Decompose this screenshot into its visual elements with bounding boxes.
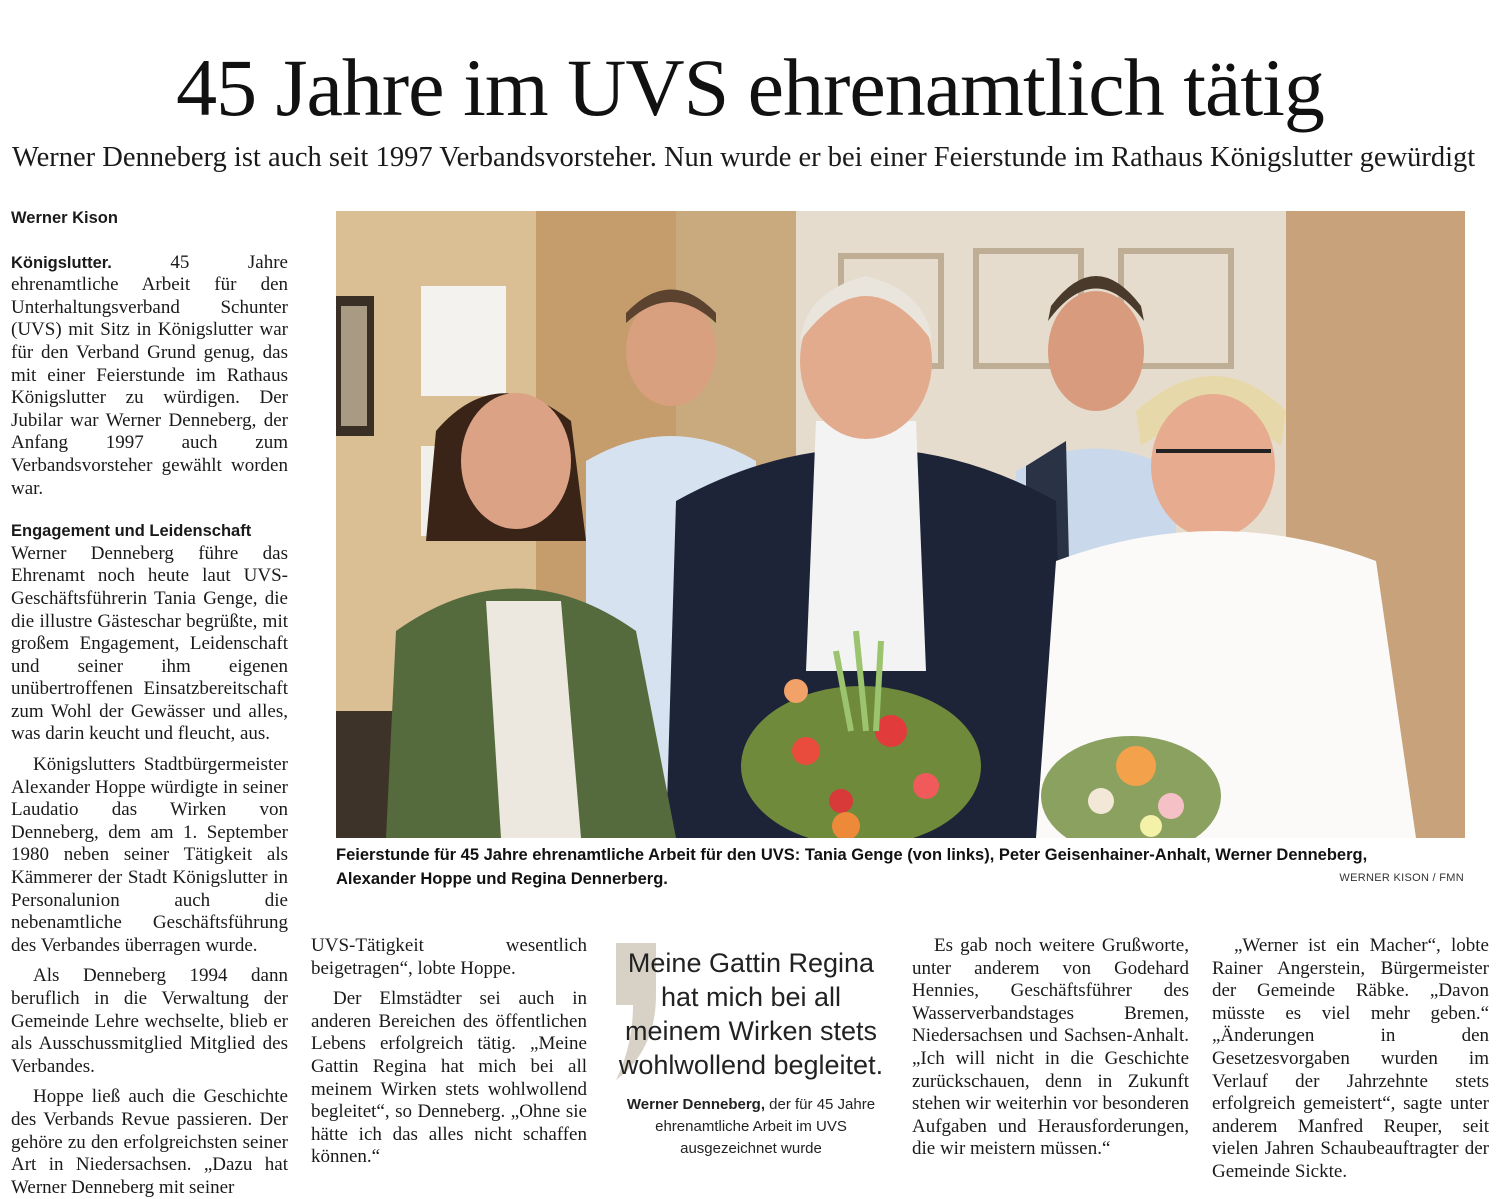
paragraph: „Werner ist ein Macher“, lobte Rainer Angerstein, Bürgermeister der Gemeinde Räbke. „Davon müsste es viel mehr geben.“ „Änderungen in den Gesetzesvorgaben wurden im Verlauf der Jahrzehnte stets erfolgreich gemeistert“, sagte unter anderem Manfred Reuper, seit vielen Jahren Schaubeauftragter der Gemeinde Sickte. [1212,935,1489,1182]
section-subhead: Engagement und Leidenschaft [11,522,252,541]
paragraph: UVS-Tätigkeit wesentlich beigetragen“, lobte Hoppe. [311,935,587,979]
pull-quote: Meine Gattin Regina hat mich bei all meinem Wirken stets wohlwollend begleitet. [618,948,884,1080]
author-byline: Werner Kison [11,209,118,227]
quote-source-description: der für 45 Jahre ehrenamtliche Arbeit im UVS ausgezeichnet wurde [655,1096,876,1157]
paragraph: Königslutters Stadtbürgermeister Alexander Hoppe würdigte in seiner Laudatio das Wirken von Denneberg, dem am 1. September 1980 neben seiner Tätigkeit als Kämmerer der Stadt Königslutter in Personalunion auch die nebenamtliche Geschäftsführung des Verbandes überragen wurde. [11,754,288,956]
paragraph: Als Denneberg 1994 dann beruflich in die Verwaltung der Gemeinde Lehre wechselte, blieb er als Ausschussmitglied Mitglied des Verbandes. [11,965,288,1077]
photo-illustration [336,211,1465,838]
paragraph: Der Elmstädter sei auch in anderen Bereichen des öffentlichen Lebens erfolgreich tätig. „Meine Gattin Regina hat mich bei all meinem Wirken stets wohlwollend begleitet“, so Denneberg. „Ohne sie hätte ich das alles nicht schaffen können.“ [311,988,587,1168]
article-column-1 [11,207,288,1199]
paragraph: Werner Denneberg führe das Ehrenamt noch heute laut UVS-Geschäftsführerin Tania Genge, die die illustre Gästeschar begrüßte, mit großem Engagement, Leidenschaft und seiner ihm eigenen unübertroffenen Einsatzbereitschaft zum Wohl der Gewässer und alles, was darin keucht und fleucht, aus. [11,542,288,745]
paragraph-text: 45 Jahre ehrenamtliche Arbeit für den Unterhaltungsverband Schunter (UVS) mit Sitz in Königslutter war für den Verband Grund genug, das mit einer Feierstunde im Rathaus Königslutter zu würdigen. Der Jubilar war Werner Denneberg, der Anfang 1997 auch zum Verbandsvorsteher gewählt worden war. [11,251,288,499]
article-column-2 [311,935,587,1169]
photo-caption: Feierstunde für 45 Jahre ehrenamtliche Arbeit für den UVS: Tania Genge (von links), Peter Geisenhainer-Anhalt, Werner Denneberg, Alexander Hoppe und Regina Dennerberg. [336,846,1368,888]
photo-credit: WERNER KISON / FMN [1339,872,1464,884]
subheadline: Werner Denneberg ist auch seit 1997 Verbandsvorsteher. Nun wurde er bei einer Feierstunde im Rathaus Königslutter gewürdigt [12,142,1476,173]
paragraph: Hoppe ließ auch die Geschichte des Verbands Revue passieren. Der gehöre zu den erfolgreichsten seiner Art in Niedersachsen. „Dazu hat Werner Denneberg mit seiner [11,1086,288,1198]
article-photo [336,211,1465,838]
quote-source-name: Werner Denneberg, [626,1096,765,1113]
article-column-4 [912,935,1189,1161]
paragraph: Es gab noch weitere Grußworte, unter anderem von Godehard Hennies, Geschäftsführer des Wasserverbandstages Bremen, Niedersachsen und Sachsen-Anhalt. „Ich will nicht in die Geschichte zurückschauen, denn in Zukunft stehen wir weiterhin vor besonderen Aufgaben und Herausforderungen, die wir meistern müssen.“ [912,935,1189,1160]
dateline: Königslutter. [11,253,112,272]
pull-quote-source [612,1094,890,1160]
headline: 45 Jahre im UVS ehrenamtlich tätig [176,42,1324,133]
article-column-5 [1212,935,1489,1184]
paragraph [11,252,288,501]
